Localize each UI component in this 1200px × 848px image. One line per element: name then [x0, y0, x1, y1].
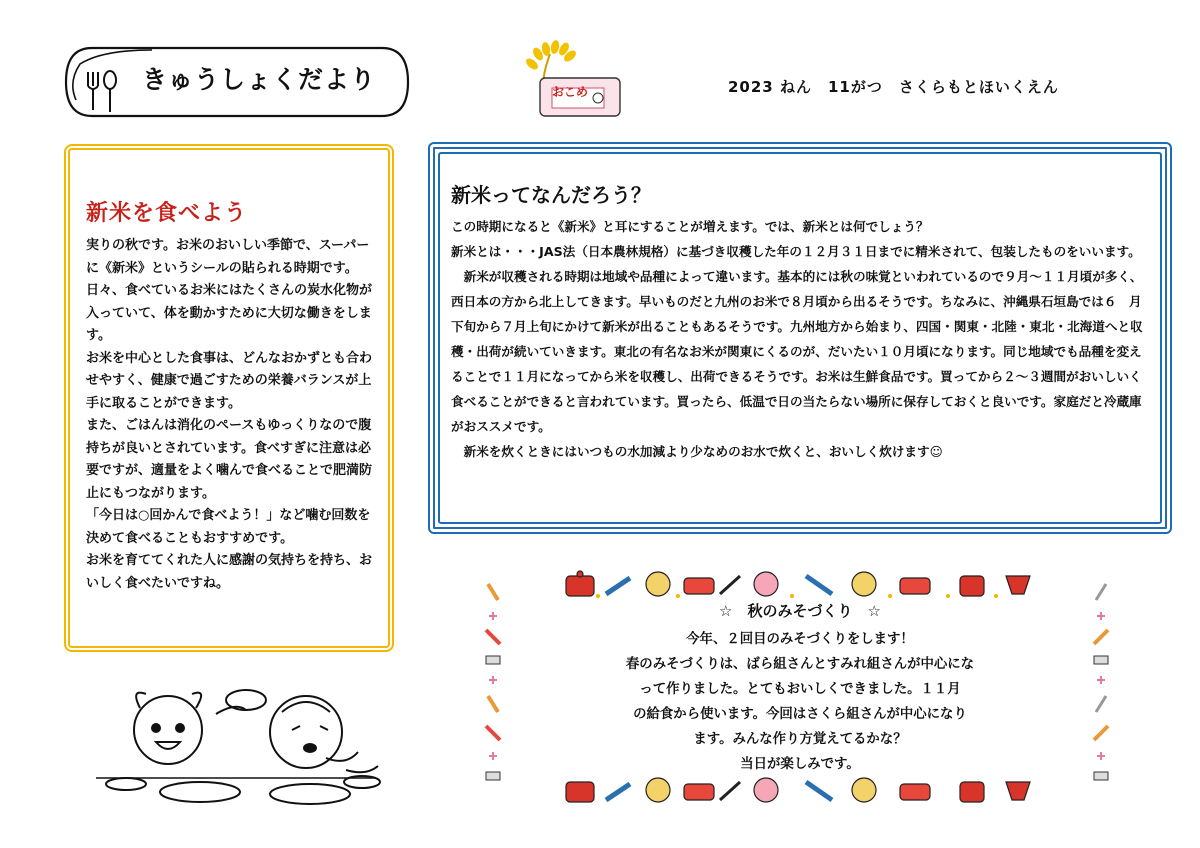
right-heading: 新米ってなんだろう？	[451, 183, 651, 207]
rice-bag-label: おこめ	[552, 85, 589, 99]
kitchen-border-icon	[560, 566, 1040, 602]
left-heading: 新米を食べよう	[86, 200, 248, 226]
miso-making-notice	[600, 600, 1000, 770]
right-paragraph: この時期になると《新米》と耳にすることが増えます。では、新米とは何でしょう？	[451, 219, 929, 234]
left-body	[86, 235, 374, 595]
miso-line: 春のみそづくりは、ばら組さんとすみれ組さんが中心にな	[625, 657, 975, 672]
what-is-new-rice-article	[428, 142, 1172, 534]
miso-line: の給食から使います。今回はさくら組さんが中心になり	[633, 707, 967, 722]
right-body	[451, 214, 1149, 464]
fork-spoon-icon	[88, 71, 116, 112]
rice-bag-icon	[510, 40, 630, 120]
miso-line: って作りました。とてもおいしくできました。１１月	[639, 682, 961, 697]
children-eating-illustration	[96, 678, 382, 810]
right-paragraph: 新米とは・・・JAS法（日本農林規格）に基づき収穫した年の１２月３１日までに精米されて、包装したものをいいます。	[451, 244, 1141, 259]
left-paragraph: お米を育ててくれた人に感謝の気持ちを持ち、おいしく食べたいですね。	[86, 553, 373, 591]
left-paragraph: 実りの秋です。お米のおいしい季節で、スーパーに《新米》というシールの貼られる時期です。	[86, 238, 370, 276]
right-paragraph: 新米を炊くときにはいつもの水加減より少なめのお水で炊くと、おいしく炊けます☺	[451, 444, 943, 459]
newsletter-title: きゅうしょくだより	[142, 65, 377, 94]
left-paragraph: お米を中心とした食事は、どんなおかずとも合わせやすく、健康で過ごすための栄養バランスが上手に取ることができます。	[86, 350, 373, 411]
miso-line: ます。みんな作り方覚えてるかな？	[693, 732, 907, 747]
miso-line: 当日が楽しみです。	[740, 757, 860, 772]
utensil-border-icon	[1090, 580, 1112, 790]
left-paragraph: また、ごはんは消化のペースもゆっくりなので腹持ちが良いとされています。食べすぎに注意は必要ですが、適量をよく噛んで食べることで肥満防止にもつながります。	[86, 418, 373, 501]
left-paragraph: 日々、食べているお米にはたくさんの炭水化物が入っていて、体を動かすために大切な働きをします。	[86, 283, 373, 343]
left-paragraph: 「今日は○回かんで食べよう！」など噛む回数を決めて食べることもおすすめです。	[86, 508, 371, 546]
date-school-line: 2023 ねん 11がつ さくらもとほいくえん	[728, 78, 1059, 96]
right-paragraph: 新米が収穫される時期は地域や品種によって違います。基本的には秋の味覚といわれているので９月～１１月頃が多く、西日本の方から北上してきます。早いものだと九州のお米で８月頃から出るそうです。ちなみに、沖縄県石垣島では６ 月下旬から７月上旬にかけて新米が出ることもあるそうです。九州地方から始まり、四国・関東・北陸・東北・北海道へと収穫・出荷が続いていきます。東北の有名なお米が関東にくるのが、だいたい１０月頃になります。同じ地域でも品種を変えることで１１月になってから米を収穫し、出荷できるそうです。お米は生鮮食品です。買ってから２～３週間がおいしいく食べることができると言われています。買ったら、低温で日の当たらない場所に保存しておくと良いです。家庭だと冷蔵庫がおススメです。	[451, 269, 1143, 434]
miso-line: 今年、２回目のみそづくりをします！	[686, 632, 914, 647]
utensil-border-icon	[482, 580, 504, 790]
miso-heading: ☆ 秋のみそづくり ☆	[719, 602, 881, 620]
kitchen-border-icon	[560, 772, 1040, 808]
new-rice-article	[64, 144, 394, 652]
miso-body	[600, 627, 1000, 777]
